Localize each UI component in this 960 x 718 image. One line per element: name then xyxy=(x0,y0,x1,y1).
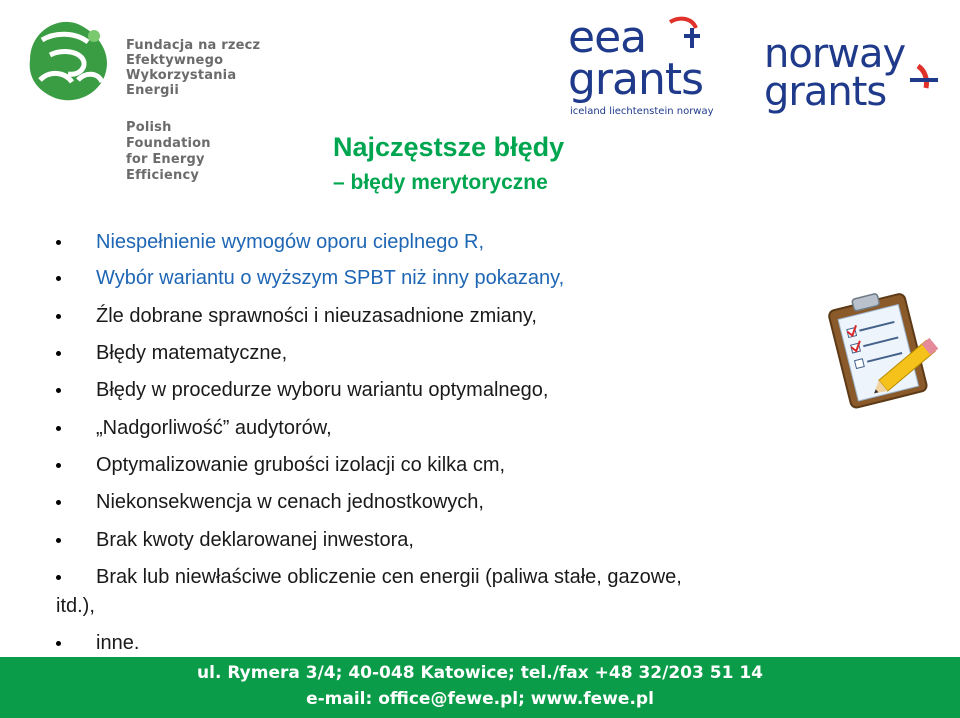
fewe-en-line: for Energy xyxy=(126,152,205,167)
norway-grants-logo xyxy=(764,31,949,115)
list-item-text: Niespełnienie wymogów oporu cieplnego R, xyxy=(96,231,484,253)
bullet-dot-icon xyxy=(56,538,61,543)
fewe-pl-line: Energii xyxy=(126,83,179,98)
eea-logo-subtitle: iceland liechtenstein norway xyxy=(570,106,714,117)
fewe-polish-name xyxy=(126,38,286,98)
fewe-en-line: Foundation xyxy=(126,136,211,151)
eea-swirl-icon xyxy=(660,14,710,64)
bullet-dot-icon xyxy=(56,575,61,580)
clipboard-pencil-icon xyxy=(803,292,943,412)
list-item xyxy=(96,416,332,440)
list-item-text: inne. xyxy=(96,632,140,654)
norway-logo-word: norway xyxy=(764,31,906,77)
bullet-dot-icon xyxy=(56,240,61,245)
norway-cross-icon xyxy=(904,60,944,100)
slide-title: Najczęstsze błędy xyxy=(333,132,565,162)
list-item-text: Optymalizowanie grubości izolacji co kilka cm, xyxy=(96,454,506,476)
list-item-text: Błędy w procedurze wyboru wariantu optymalnego, xyxy=(96,379,549,401)
fewe-pl-line: Wykorzystania xyxy=(126,68,237,83)
list-item xyxy=(96,378,548,402)
bullet-dot-icon xyxy=(56,388,61,393)
eea-grants-logo xyxy=(568,14,718,124)
fewe-en-line: Polish xyxy=(126,120,172,135)
eea-logo-word: eea xyxy=(568,12,647,63)
eea-logo-grants: grants xyxy=(568,54,704,105)
list-item xyxy=(96,565,682,589)
bullet-dot-icon xyxy=(56,351,61,356)
fewe-english-name xyxy=(126,120,286,184)
bullet-dot-icon xyxy=(56,500,61,505)
list-item xyxy=(96,453,505,477)
footer-contact: e-mail: office@fewe.pl; www.fewe.pl xyxy=(306,689,654,709)
bullet-dot-icon xyxy=(56,426,61,431)
list-item-text: Błędy matematyczne, xyxy=(96,342,288,364)
footer-address: ul. Rymera 3/4; 40-048 Katowice; tel./fax +48 32/203 51 14 xyxy=(197,663,763,683)
slide-subtitle: – błędy merytoryczne xyxy=(333,171,548,194)
list-item-continuation: itd.), xyxy=(56,595,95,617)
bullet-dot-icon xyxy=(56,314,61,319)
list-item xyxy=(96,631,139,655)
norway-logo-grants: grants xyxy=(764,69,887,115)
list-item-text: Brak kwoty deklarowanej inwestora, xyxy=(96,529,414,551)
bullet-dot-icon xyxy=(56,276,61,281)
list-item-text: Wybór wariantu o wyższym SPBT niż inny pokazany, xyxy=(96,267,565,289)
bullet-dot-icon xyxy=(56,463,61,468)
list-item xyxy=(96,230,484,254)
list-item xyxy=(96,528,414,552)
fewe-en-line: Efficiency xyxy=(126,168,200,183)
list-item xyxy=(96,341,287,365)
list-item-text: Niekonsekwencja w cenach jednostkowych, xyxy=(96,491,484,513)
bullet-dot-icon xyxy=(56,641,61,646)
footer-bar xyxy=(0,657,960,718)
list-item-text: Brak lub niewłaściwe obliczenie cen energii (paliwa stałe, gazowe, xyxy=(96,566,682,588)
list-item xyxy=(96,490,484,514)
list-item-text: „Nadgorliwość” audytorów, xyxy=(96,417,332,439)
list-item-text: Źle dobrane sprawności i nieuzasadnione zmiany, xyxy=(96,305,537,327)
list-item xyxy=(96,266,564,290)
fewe-pl-line: Efektywnego xyxy=(126,53,224,68)
fewe-logo-mark-icon xyxy=(20,10,120,110)
list-item xyxy=(96,304,537,328)
fewe-pl-line: Fundacja na rzecz xyxy=(126,38,261,53)
